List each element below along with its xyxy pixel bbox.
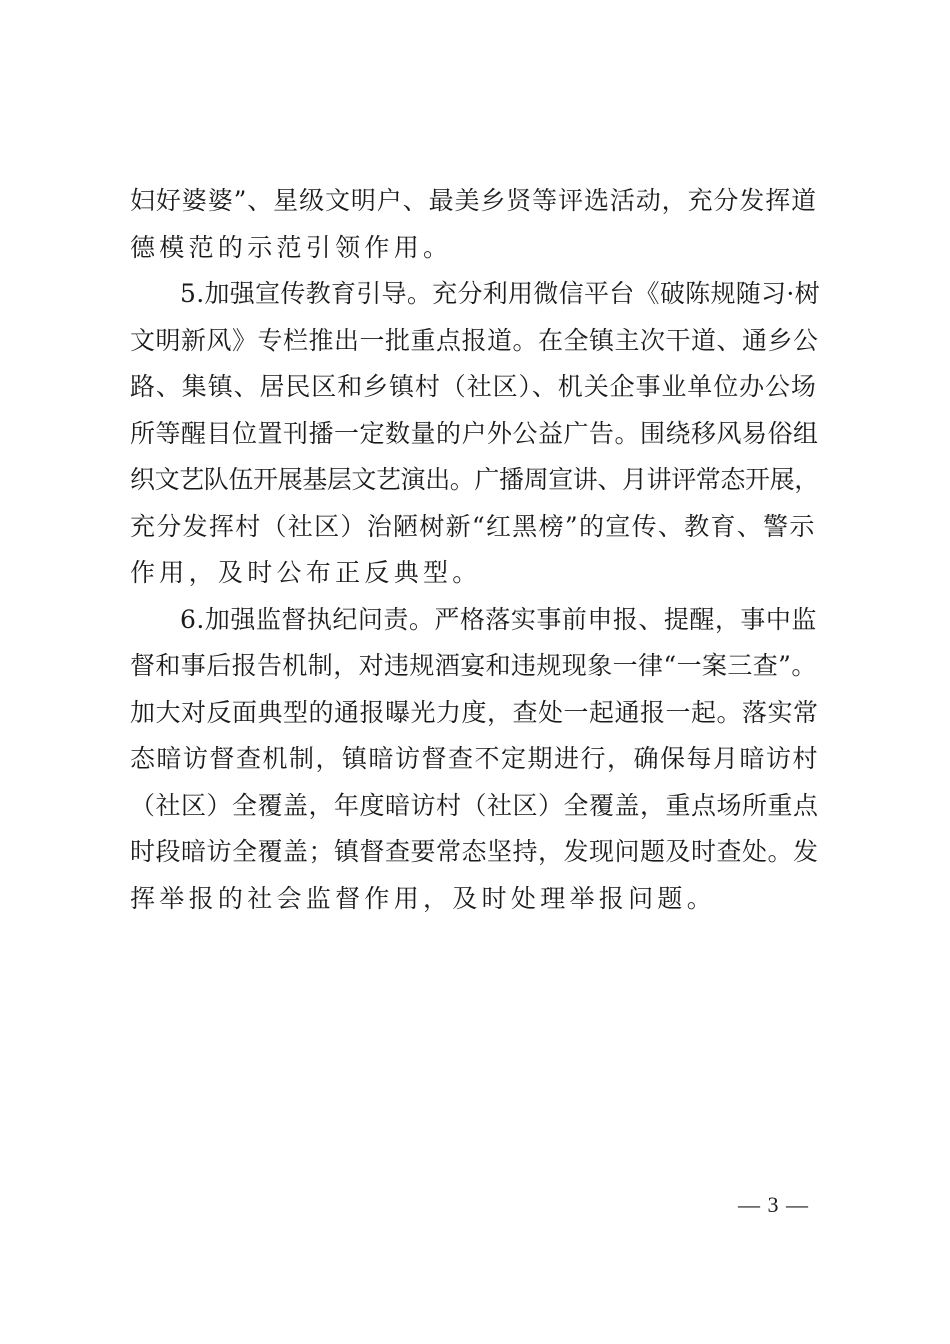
text-line: 德模范的示范引领作用。 [130,232,453,262]
text-line: （社区）全覆盖，年度暗访村（社区）全覆盖，重点场所重点 [130,790,819,820]
text-line: 织文艺队伍开展基层文艺演出。广播周宣讲、月讲评常态开展， [130,465,819,494]
text-line: 时段暗访全覆盖；镇督查要常态坚持，发现问题及时查处。发 [130,837,819,866]
paragraph-continuation [130,178,820,271]
text-line: 挥举报的社会监督作用，及时处理举报问题。 [130,883,717,913]
page-number: — 3 — [738,1192,809,1217]
text-line: 充分发挥村（社区）治陋树新“红黑榜”的宣传、教育、警示 [130,511,816,541]
document-body [130,178,820,922]
text-line: 所等醒目位置刊播一定数量的户外公益广告。围绕移风易俗组 [130,418,819,448]
text-line: 加大对反面典型的通报曝光力度，查处一起通报一起。落实常 [130,697,819,727]
text-line: 作用，及时公布正反典型。 [130,558,482,587]
text-line: 督和事后报告机制，对违规酒宴和违规现象一律“一案三查”。 [130,651,817,680]
text-line: 文明新风》专栏推出一批重点报道。在全镇主次干道、通乡公 [130,325,819,355]
text-line: 妇好婆婆”、星级文明户、最美乡贤等评选活动，充分发挥道 [130,186,818,215]
text-line: 路、集镇、居民区和乡镇村（社区）、机关企事业单位办公场 [130,372,817,401]
paragraph-publicity-education [130,271,820,597]
paragraph-supervision-accountability [130,597,820,923]
text-line: 态暗访督查机制，镇暗访督查不定期进行，确保每月暗访村 [130,744,820,773]
text-line: 6.加强监督执纪问责。严格落实事前申报、提醒，事中监 [180,604,817,634]
text-line: 5.加强宣传教育引导。充分利用微信平台《破陈规随习·树 [180,279,820,308]
